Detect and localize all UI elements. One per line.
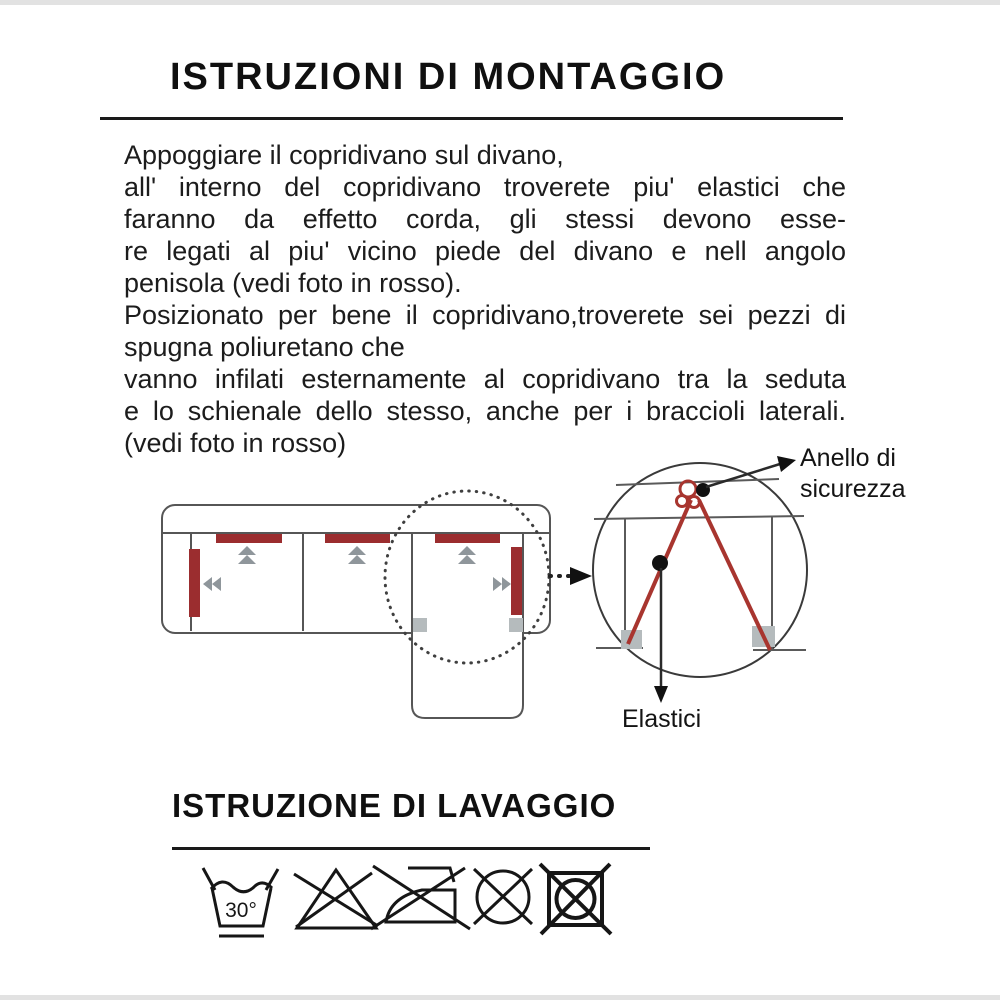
foam-strip-seat1 (216, 534, 282, 543)
do-not-bleach-icon (294, 870, 378, 928)
safety-ring-label-line2: sicurezza (800, 475, 906, 503)
paragraph-line: (vedi foto in rosso) (124, 428, 347, 458)
do-not-tumble-dry-icon (540, 864, 611, 934)
zoom-arrowhead (570, 567, 592, 585)
paragraph-line: Posizionato per bene il copridivano,troverete sei pezzi di (124, 300, 846, 330)
foam-strip-left-arm (189, 549, 200, 617)
sofa-top-view (162, 505, 550, 718)
care-symbols (203, 864, 611, 936)
paragraph-line: vanno infilati esternamente al copridivano tra la seduta (124, 364, 846, 394)
paragraph-line: penisola (vedi foto in rosso). (124, 268, 462, 298)
safety-ring-label-line1: Anello di (800, 444, 896, 472)
foam-strip-seat3 (435, 534, 500, 543)
paragraph-line: Appoggiare il copridivano sul divano, (124, 140, 564, 170)
detail-view (593, 456, 807, 703)
foam-strip-seat2 (325, 534, 390, 543)
paragraph-line: all' interno del copridivano troverete piu' elastici che (124, 172, 846, 202)
zoom-arrow (550, 567, 592, 585)
do-not-dry-clean-icon (474, 869, 532, 924)
lavaggio-heading-rule (172, 847, 650, 850)
do-not-iron-icon (371, 866, 470, 929)
paragraph-line: faranno da effetto corda, gli stessi devono esse- (124, 204, 846, 234)
paragraph-line: re legati al piu' vicino piede del divano e nell angolo (124, 236, 846, 266)
montaggio-heading: ISTRUZIONI DI MONTAGGIO (170, 56, 727, 98)
safety-ring-label (800, 443, 906, 505)
sofa-foot (413, 618, 427, 632)
elastics-label: Elastici (622, 705, 702, 733)
paragraph-line: e lo schienale dello stesso, anche per i braccioli laterali. (124, 396, 846, 426)
wash-temperature-label: 30° (225, 899, 257, 922)
ring-junction-dot (696, 483, 710, 497)
sofa-foot (509, 618, 523, 632)
lavaggio-heading: ISTRUZIONE DI LAVAGGIO (172, 787, 617, 824)
wash-30-gentle-icon (203, 868, 278, 936)
paragraph-line: spugna poliuretano che (124, 332, 405, 362)
foam-strip-right-side (511, 547, 522, 615)
